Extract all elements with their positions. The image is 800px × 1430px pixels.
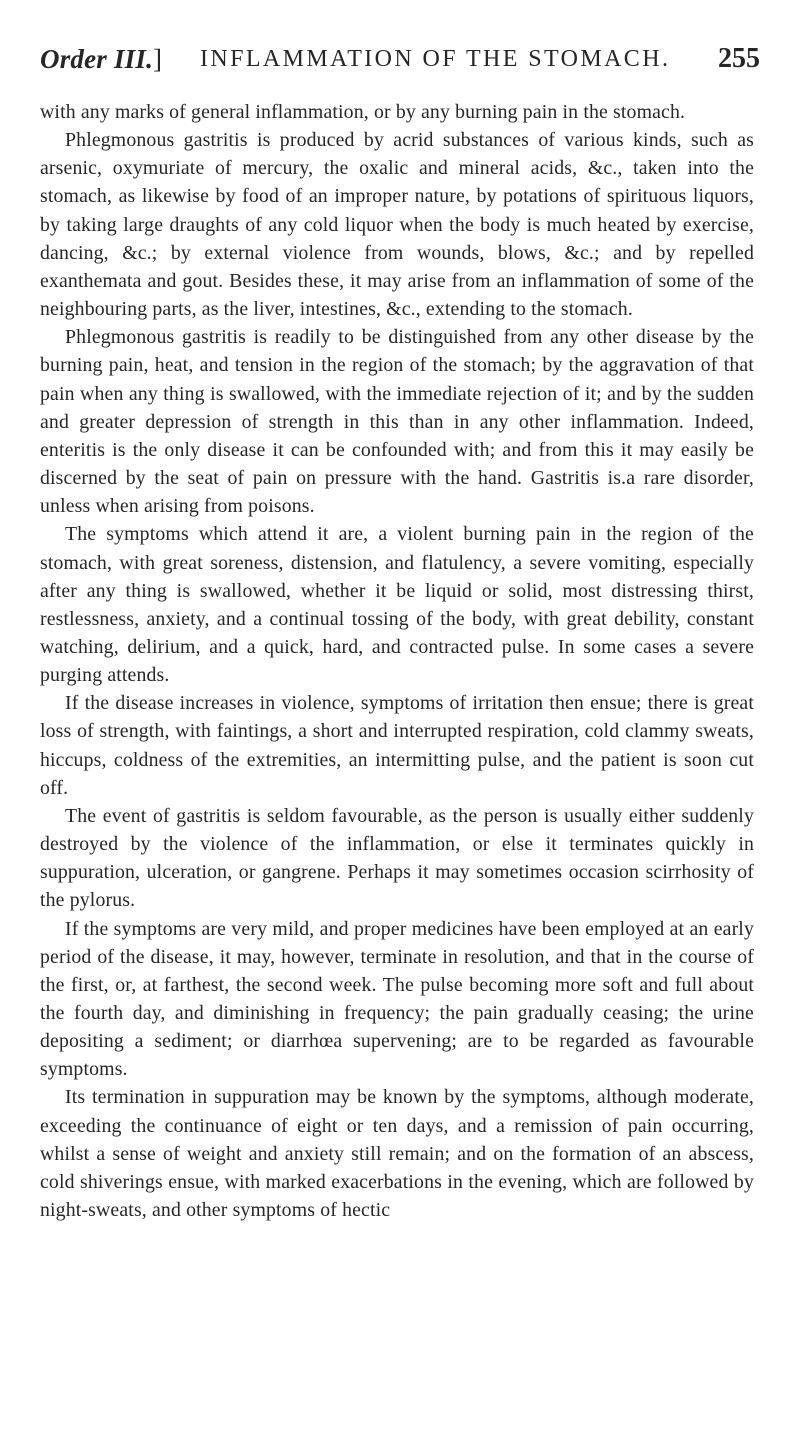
chapter-title: INFLAMMATION OF THE STOMACH. [200, 46, 671, 72]
paragraph-symptoms: The symptoms which attend it are, a violent burning pain in the region of the stomach, with great soreness, distension, and flatulency, a severe vomiting, especially after any thing is swallowed, whether it be liquid or solid, most distressing thirst, restlessness, anxiety, and a continual tossing of the body, with great debility, constant watching, delirium, and a quick, hard, and contracted pulse. In some cases a severe purging attends. [40, 523, 754, 687]
paragraph-diagnosis: Phlegmonous gastritis is readily to be distinguished from any other disease by the burning pain, heat, and tension in the region of the stomach; by the aggravation of that pain when any thing is swallowed, with the immediate rejection of it; and by the sudden and greater depression of strength in this than in any other inflammation. Indeed, enteritis is the only disease it can be confounded with; and from this it may easily be discerned by the seat of pain on pressure with the hand. Gastritis is.a rare disorder, unless when arising from poisons. [40, 326, 754, 518]
paragraph-progression: If the disease increases in violence, symptoms of irritation then ensue; there is great loss of strength, with faintings, a short and interrupted respiration, cold clammy sweats, hiccups, coldness of the extremities, an intermitting pulse, and the patient is soon cut off. [40, 692, 754, 799]
body-text [40, 98, 754, 1224]
paragraph-causes: Phlegmonous gastritis is produced by acrid substances of various kinds, such as arsenic, oxymuriate of mercury, the oxalic and mineral acids, &c., taken into the stomach, as likewise by food of an improper nature, by potations of spirituous liquors, by taking large draughts of any cold liquor when the body is much heated by exercise, dancing, &c.; by external violence from wounds, blows, &c.; and by repelled exanthemata and gout. Besides these, it may arise from an inflammation of some of the neighbouring parts, as the liver, intestines, &c., extending to the stomach. [40, 129, 754, 321]
order-label: Order III.] [40, 44, 163, 74]
paragraph-resolution: If the symptoms are very mild, and proper medicines have been employed at an early period of the disease, it may, however, terminate in resolution, and that in the course of the first, or, at farthest, the second week. The pulse becoming more soft and full about the fourth day, and diminishing in frequency; the pain gradually ceasing; the urine depositing a sediment; or diarrhœa supervening; are to be regarded as favourable symptoms. [40, 917, 754, 1081]
paragraph-event: The event of gastritis is seldom favourable, as the person is usually either suddenly destroyed by the violence of the inflammation, or else it terminates quickly in suppuration, ulceration, or gangrene. Perhaps it may sometimes occasion scirrhosity of the pylorus. [40, 804, 754, 912]
paragraph-suppuration: Its termination in suppuration may be known by the symptoms, although moderate, exceeding the continuance of eight or ten days, and a remission of pain occurring, whilst a sense of weight and anxiety still remain; and on the formation of an abscess, cold shiverings ensue, with marked exacerbations in the evening, which are followed by night-sweats, and other symptoms of hectic [40, 1086, 754, 1222]
running-head [40, 40, 760, 80]
page-number: 255 [718, 43, 760, 74]
paragraph-continuation: with any marks of general inflammation, or by any burning pain in the stomach. [40, 101, 686, 123]
